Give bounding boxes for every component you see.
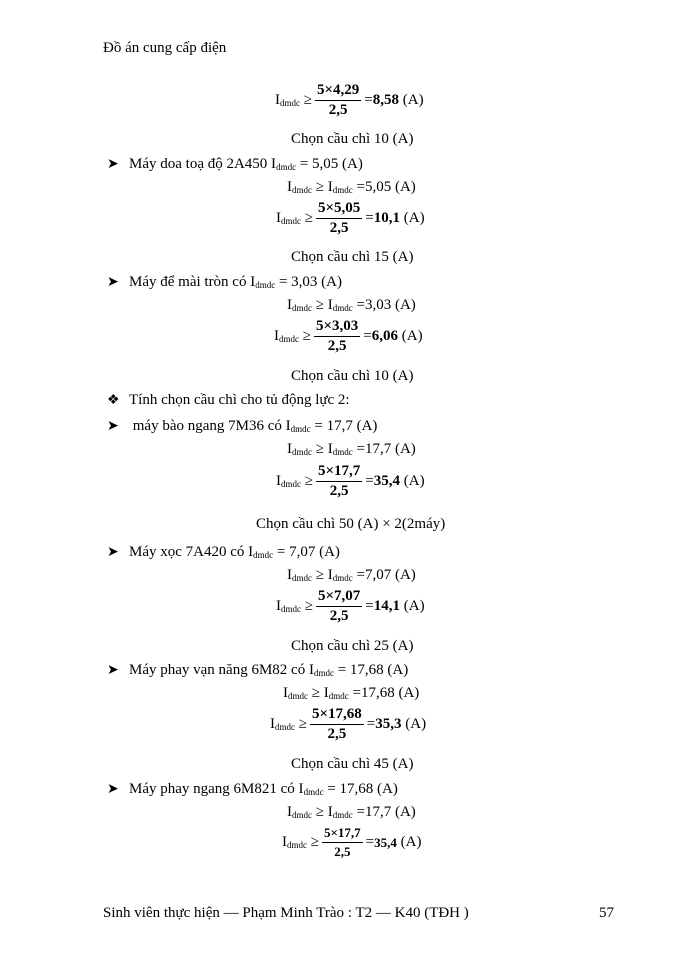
subscript: dmdc [275,722,295,732]
subscript: dmdc [255,280,276,290]
fraction-formula: $I_{dmdc}$ ≥ $\frac{5\times 17,7}{2,5}$ = 35,4 (A) [282,825,422,859]
denominator: 2,5 [329,483,349,499]
denominator: 2,5 [334,844,351,859]
page-footer: Sinh viên thực hiện — Phạm Minh Trào : T2 — K40 (TĐH ) [103,905,469,921]
numerator: 5×7,07 [316,588,362,607]
subscript: dmdc [292,185,312,195]
page-header: Đồ án cung cấp điện [103,40,227,56]
current-symbol: $I_{dmdc}$ [270,716,295,732]
machine-bullet-item: ➤ máy bào ngang 7M36 có $I_{dmdc} = 17,7$ (A) [107,418,378,434]
denominator: 2,5 [329,220,349,236]
denominator: 2,5 [327,726,347,742]
numerator: 5×17,68 [310,706,364,725]
machine-bullet-item: ➤ Máy để mài tròn có $I_{dmdc} = 3,03$ (A) [107,274,343,290]
inequality-line: $I_{dmdc} \ge I_{dmdc} =17,7$ (A) [287,804,416,820]
subscript: dmdc [290,424,311,434]
subscript: dmdc [253,550,274,560]
inequality-line: $I_{dmdc} \ge I_{dmdc} =7,07$ (A) [287,567,416,583]
subscript: dmdc [303,787,324,797]
machine-bullet-item: ➤ Máy phay ngang 6M821 có $I_{dmdc} = 17,68$ (A) [107,781,398,797]
fuse-selection-line: Chọn cầu chì 45 (A) [291,756,414,772]
numerator: 5×17,7 [316,463,362,482]
numerator: 5×5,05 [316,200,362,219]
current-symbol: $I_{dmdc}$ [287,297,312,313]
subscript: dmdc [287,840,307,850]
result-value: 35,4 [373,473,401,489]
current-symbol: $I_{dmdc}$ [287,179,312,195]
fraction-formula: $I_{dmdc}$ ≥ $\frac{5\times 4,29}{2,5}$ = 8,58 (A) [275,82,424,118]
current-symbol: $I_{dmdc}$ [327,179,353,195]
result-value: 14,1 [373,598,401,614]
subscript: dmdc [288,691,308,701]
inequality-line: $I_{dmdc} \ge I_{dmdc} =17,68$ (A) [283,685,420,701]
fraction [322,825,363,860]
current-symbol: $I_{dmdc}$ [287,567,312,583]
arrow-bullet-icon: ➤ [107,663,119,678]
current-symbol: $I_{dmdc}$ [283,685,308,701]
fuse-selection-line: Chọn cầu chì 25 (A) [291,638,414,654]
subscript: dmdc [332,447,353,457]
subscript: dmdc [292,303,312,313]
fraction [314,318,360,355]
machine-bullet-item: ➤ Máy xọc 7A420 có $I_{dmdc} = 7,07$ (A) [107,544,340,560]
fuse-selection-line: Chọn cầu chì 10 (A) [291,368,414,384]
subscript: dmdc [332,303,353,313]
page-number: 57 [599,905,614,921]
fraction [310,706,364,743]
denominator: 2,5 [327,338,347,354]
section-heading: ❖ Tính chọn cầu chì cho tủ động lực 2: [107,392,350,408]
numerator: 5×3,03 [314,318,360,337]
fraction-formula: $I_{dmdc}$ ≥ $\frac{5\times 17,68}{2,5}$ = 35,3 (A) [270,706,427,742]
current-symbol: $I_{dmdc}$ [276,598,301,614]
fraction-formula: $I_{dmdc}$ ≥ $\frac{5\times 5,05}{2,5}$ = 10,1 (A) [276,200,425,236]
subscript: dmdc [279,334,299,344]
subscript: dmdc [281,479,301,489]
inequality-line: $I_{dmdc} \ge I_{dmdc} =5,05$ (A) [287,179,416,195]
result-value: 35,4 [374,834,397,850]
inequality-line: $I_{dmdc} \ge I_{dmdc} =17,7$ (A) [287,441,416,457]
result-value: 35,3 [375,716,402,732]
current-symbol: $I_{dmdc}$ [275,92,300,108]
subscript: dmdc [292,447,312,457]
fraction [316,588,362,625]
current-symbol: $I_{dmdc}$ [323,685,349,701]
denominator: 2,5 [329,608,349,624]
result-value: 10,1 [373,210,401,226]
inequality-line: $I_{dmdc} \ge I_{dmdc} =3,03$ (A) [287,297,416,313]
current-symbol: $I_{dmdc}$ [327,804,353,820]
arrow-bullet-icon: ➤ [107,545,119,560]
fuse-selection-line: Chọn cầu chì 10 (A) [291,131,414,147]
subscript: dmdc [276,162,297,172]
current-symbol: $I_{dmdc}$ [276,473,301,489]
fraction-formula: $I_{dmdc}$ ≥ $\frac{5\times 3,03}{2,5}$ = 6,06 (A) [274,318,423,354]
result-value: 6,06 [371,328,399,344]
subscript: dmdc [332,810,353,820]
subscript: dmdc [332,185,353,195]
subscript: dmdc [281,216,301,226]
subscript: dmdc [280,98,300,108]
fraction [316,200,362,237]
current-symbol: $I_{dmdc}$ [287,804,312,820]
fuse-selection-line: Chọn cầu chì 15 (A) [291,249,414,265]
current-symbol: $I_{dmdc}$ [282,834,307,850]
result-value: 8,58 [372,92,400,108]
arrow-bullet-icon: ➤ [107,782,119,797]
arrow-bullet-icon: ➤ [107,157,119,172]
current-symbol: $I_{dmdc}$ [327,567,353,583]
fraction-formula: $I_{dmdc}$ ≥ $\frac{5\times 17,7}{2,5}$ = 35,4 (A) [276,463,425,499]
subscript: dmdc [292,810,312,820]
current-symbol: $I_{dmdc}$ [274,328,299,344]
subscript: dmdc [292,573,312,583]
arrow-bullet-icon: ➤ [107,275,119,290]
subscript: dmdc [328,691,349,701]
arrow-bullet-icon: ➤ [107,419,119,434]
fraction [316,463,362,500]
fuse-selection-line: Chọn cầu chì 50 (A) × 2(2máy) [256,516,446,532]
machine-bullet-item: ➤ Máy phay vạn năng 6M82 có $I_{dmdc} = 17,68$ (A) [107,662,409,678]
subscript: dmdc [281,604,301,614]
denominator: 2,5 [328,102,348,118]
numerator: 5×4,29 [315,82,361,101]
subscript: dmdc [313,668,334,678]
fraction [315,82,361,119]
subscript: dmdc [332,573,353,583]
diamond-bullet-icon: ❖ [107,393,120,408]
fraction-formula: $I_{dmdc}$ ≥ $\frac{5\times 7,07}{2,5}$ = 14,1 (A) [276,588,425,624]
current-symbol: $I_{dmdc}$ [327,297,353,313]
current-symbol: $I_{dmdc}$ [287,441,312,457]
numerator: 5×17,7 [322,825,363,843]
current-symbol: $I_{dmdc}$ [327,441,353,457]
machine-bullet-item: ➤ Máy doa toạ độ 2A450 $I_{dmdc} = 5,05$ (A) [107,156,363,172]
current-symbol: $I_{dmdc}$ [276,210,301,226]
